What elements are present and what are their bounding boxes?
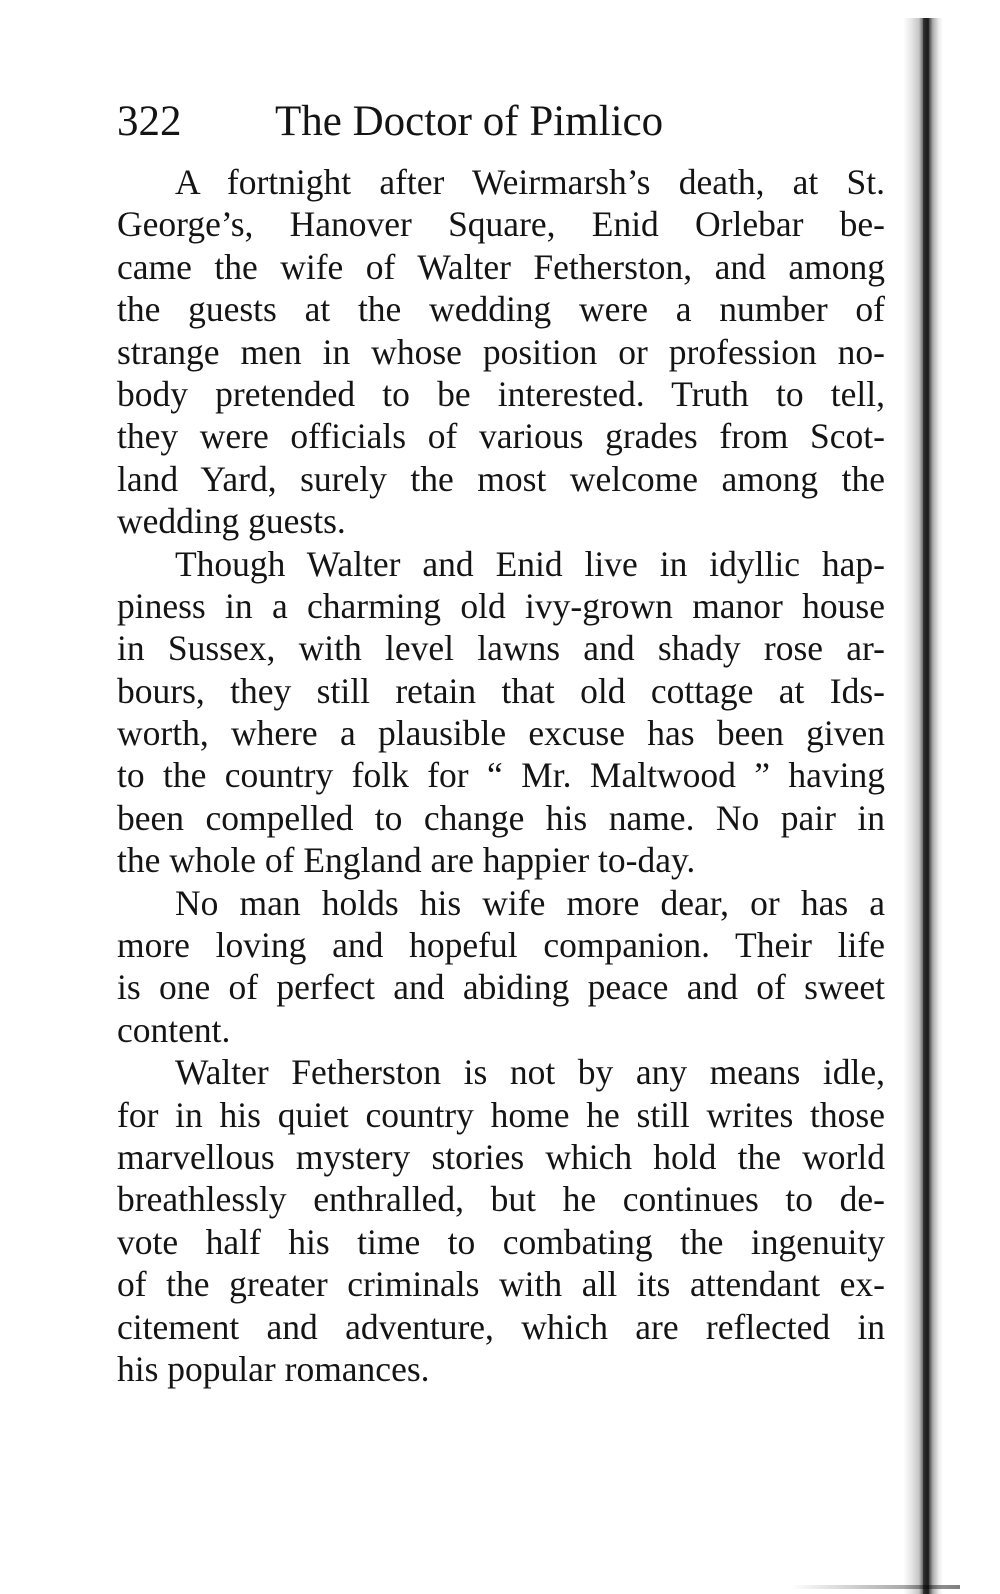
text-line: the guests at the wedding were a number of	[117, 289, 885, 330]
text-line: piness in a charming old ivy-grown manor house	[117, 585, 885, 626]
text-line: more loving and hopeful companion. Their life	[117, 925, 885, 966]
text-line: for in his quiet country home he still writes those	[117, 1094, 885, 1135]
page-header	[117, 92, 917, 152]
text-line: marvellous mystery stories which hold the world	[117, 1136, 885, 1177]
text-line: in Sussex, with level lawns and shady rose ar-	[117, 628, 885, 669]
text-line: No man holds his wife more dear, or has a	[175, 882, 885, 923]
text-line: land Yard, surely the most welcome among the	[117, 458, 885, 499]
text-line: they were officials of various grades from Scot-	[117, 416, 885, 457]
text-line: to the country folk for “ Mr. Maltwood ” having	[117, 755, 885, 796]
text-line: Though Walter and Enid live in idyllic hap-	[175, 543, 885, 584]
body-text	[117, 161, 885, 1390]
text-line: vote half his time to combating the ingenuity	[117, 1221, 885, 1262]
text-line: came the wife of Walter Fetherston, and among	[117, 246, 885, 287]
scan-edge-mark	[790, 1585, 960, 1589]
text-line: worth, where a plausible excuse has been given	[117, 713, 885, 754]
text-line: strange men in whose position or profession no-	[117, 331, 885, 372]
running-title: The Doctor of Pimlico	[275, 98, 664, 145]
text-line: of the greater criminals with all its attendant ex-	[117, 1264, 885, 1305]
text-line: body pretended to be interested. Truth to tell,	[117, 373, 885, 414]
text-line: been compelled to change his name. No pair in	[117, 797, 885, 838]
binding-gutter-shadow	[903, 18, 943, 1594]
text-line: the whole of England are happier to-day.	[117, 840, 696, 881]
text-line: breathlessly enthralled, but he continues to de-	[117, 1179, 885, 1220]
text-line: his popular romances.	[117, 1348, 430, 1389]
text-line: citement and adventure, which are reflected in	[117, 1306, 885, 1347]
text-line: George’s, Hanover Square, Enid Orlebar be-	[117, 204, 885, 245]
text-line: bours, they still retain that old cottage at Ids-	[117, 670, 885, 711]
page-number: 322	[117, 98, 182, 145]
text-line: A fortnight after Weirmarsh’s death, at St.	[175, 162, 885, 202]
text-line: wedding guests.	[117, 501, 346, 542]
text-line: is one of perfect and abiding peace and of sweet	[117, 967, 885, 1008]
text-line: content.	[117, 1009, 231, 1050]
text-line: Walter Fetherston is not by any means idle,	[175, 1052, 885, 1093]
